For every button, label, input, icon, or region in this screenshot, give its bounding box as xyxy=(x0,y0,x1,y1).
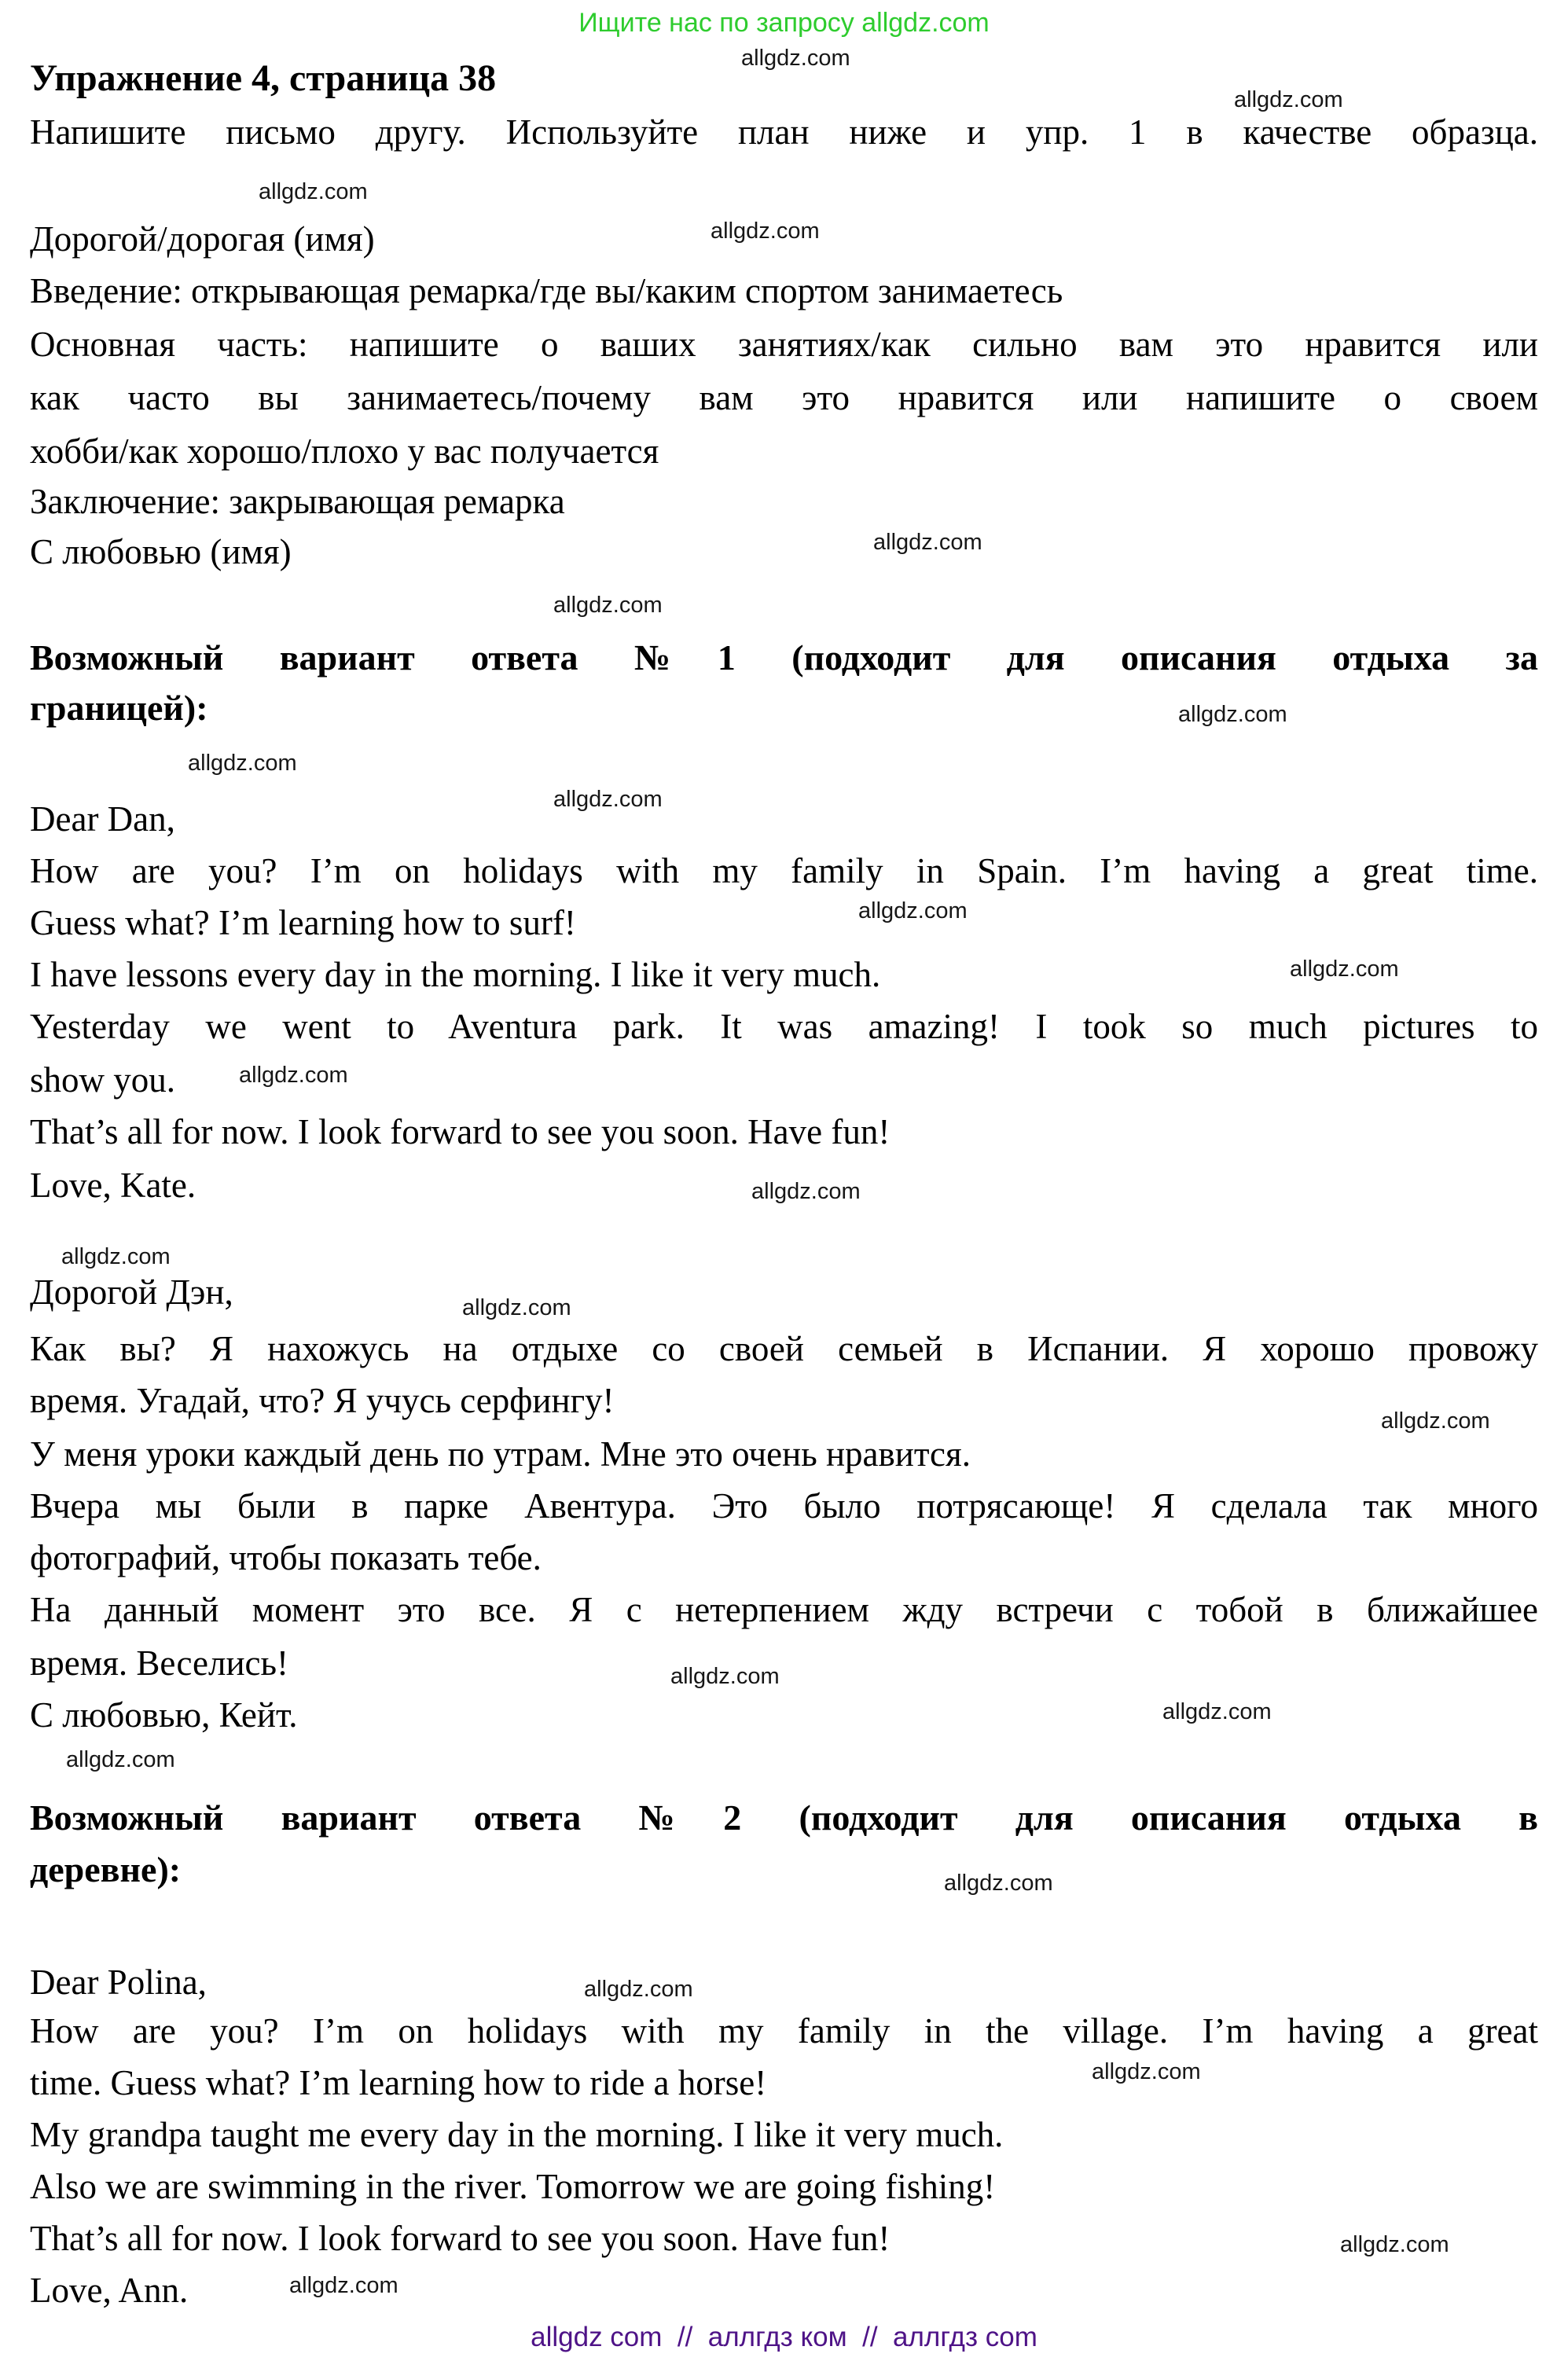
heading-line: деревне): xyxy=(30,1849,182,1889)
text-line: show you. xyxy=(30,1060,176,1100)
watermark-allgdz: allgdz.com xyxy=(873,530,982,555)
watermark-allgdz: allgdz.com xyxy=(1381,1408,1490,1434)
heading-line: Возможный вариант ответа №2 (подходит для описания отдыха в xyxy=(30,1797,1538,1838)
text-line: С любовью (имя) xyxy=(30,532,292,571)
watermark-allgdz: allgdz.com xyxy=(188,751,297,776)
text-line: Dear Dan, xyxy=(30,799,175,839)
text-line: Заключение: закрывающая ремарка xyxy=(30,482,565,521)
watermark-allgdz: allgdz.com xyxy=(1162,1699,1272,1724)
text-line: У меня уроки каждый день по утрам. Мне это очень нравится. xyxy=(30,1434,971,1474)
watermark-allgdz: allgdz.com xyxy=(1178,702,1287,727)
text-line: С любовью, Кейт. xyxy=(30,1695,298,1735)
text-line: время. Угадай, что? Я учусь серфингу! xyxy=(30,1381,615,1420)
watermark-allgdz: allgdz.com xyxy=(61,1244,171,1269)
watermark-allgdz: allgdz.com xyxy=(751,1179,861,1204)
text-line: Love, Ann. xyxy=(30,2271,189,2310)
text-line: хобби/как хорошо/плохо у вас получается xyxy=(30,431,659,471)
text-line: Дорогой/дорогая (имя) xyxy=(30,219,375,259)
text-line: Guess what? I’m learning how to surf! xyxy=(30,903,576,942)
text-line: Love, Kate. xyxy=(30,1166,196,1205)
text-line: Введение: открывающая ремарка/где вы/каким спортом занимаетесь xyxy=(30,271,1063,310)
footer-site-line: allgdz com // аллгдз ком // аллгдз com xyxy=(531,2322,1037,2352)
watermark-allgdz: allgdz.com xyxy=(741,46,850,71)
watermark-allgdz: allgdz.com xyxy=(553,787,663,812)
text-line: Напишите письмо другу. Используйте план ниже и упр. 1 в качестве образца. xyxy=(30,112,1538,152)
text-line: Also we are swimming in the river. Tomorrow we are going fishing! xyxy=(30,2167,996,2206)
watermark-allgdz: allgdz.com xyxy=(289,2273,398,2298)
text-line: как часто вы занимаетесь/почему вам это нравится или напишите о своем xyxy=(30,378,1538,417)
text-line: How are you? I’m on holidays with my family in Spain. I’m having a great time. xyxy=(30,851,1538,890)
text-line: время. Веселись! xyxy=(30,1643,289,1683)
watermark-allgdz: allgdz.com xyxy=(944,1871,1053,1896)
watermark-allgdz: allgdz.com xyxy=(670,1664,780,1689)
text-line: Dear Polina, xyxy=(30,1963,207,2002)
watermark-allgdz: allgdz.com xyxy=(711,218,820,244)
text-line: Основная часть: напишите о ваших занятиях/как сильно вам это нравится или xyxy=(30,325,1538,364)
text-line: That’s all for now. I look forward to see you soon. Have fun! xyxy=(30,2219,890,2258)
text-line: That’s all for now. I look forward to see you soon. Have fun! xyxy=(30,1112,890,1151)
text-line: На данный момент это все. Я с нетерпением жду встречи с тобой в ближайшее xyxy=(30,1590,1538,1629)
text-line: Вчера мы были в парке Авентура. Это было потрясающе! Я сделала так много xyxy=(30,1486,1538,1526)
text-line: time. Guess what? I’m learning how to ride a horse! xyxy=(30,2063,767,2102)
text-line: Yesterday we went to Aventura park. It was amazing! I took so much pictures to xyxy=(30,1007,1538,1046)
text-line: I have lessons every day in the morning. I like it very much. xyxy=(30,955,881,994)
promo-header-text: Ищите нас по запросу allgdz.com xyxy=(578,8,990,38)
watermark-allgdz: allgdz.com xyxy=(462,1295,571,1320)
text-line: Дорогой Дэн, xyxy=(30,1272,233,1312)
watermark-allgdz: allgdz.com xyxy=(1340,2232,1449,2257)
watermark-allgdz: allgdz.com xyxy=(239,1063,348,1088)
watermark-allgdz: allgdz.com xyxy=(553,593,663,618)
watermark-allgdz: allgdz.com xyxy=(1290,957,1399,982)
heading-line: границей): xyxy=(30,688,208,728)
heading-line: Возможный вариант ответа №1 (подходит для описания отдыха за xyxy=(30,637,1538,677)
watermark-allgdz: allgdz.com xyxy=(66,1747,175,1772)
page-title: Упражнение 4, страница 38 xyxy=(30,57,497,99)
watermark-allgdz: allgdz.com xyxy=(1092,2059,1201,2084)
watermark-allgdz: allgdz.com xyxy=(858,898,968,923)
watermark-allgdz: allgdz.com xyxy=(259,179,368,204)
watermark-allgdz: allgdz.com xyxy=(584,1977,693,2002)
text-line: How are you? I’m on holidays with my family in the village. I’m having a great xyxy=(30,2011,1538,2051)
text-line: My grandpa taught me every day in the morning. I like it very much. xyxy=(30,2115,1004,2154)
watermark-allgdz: allgdz.com xyxy=(1234,87,1343,112)
text-line: фотографий, чтобы показать тебе. xyxy=(30,1538,542,1577)
text-line: Как вы? Я нахожусь на отдыхе со своей семьей в Испании. Я хорошо провожу xyxy=(30,1329,1538,1368)
